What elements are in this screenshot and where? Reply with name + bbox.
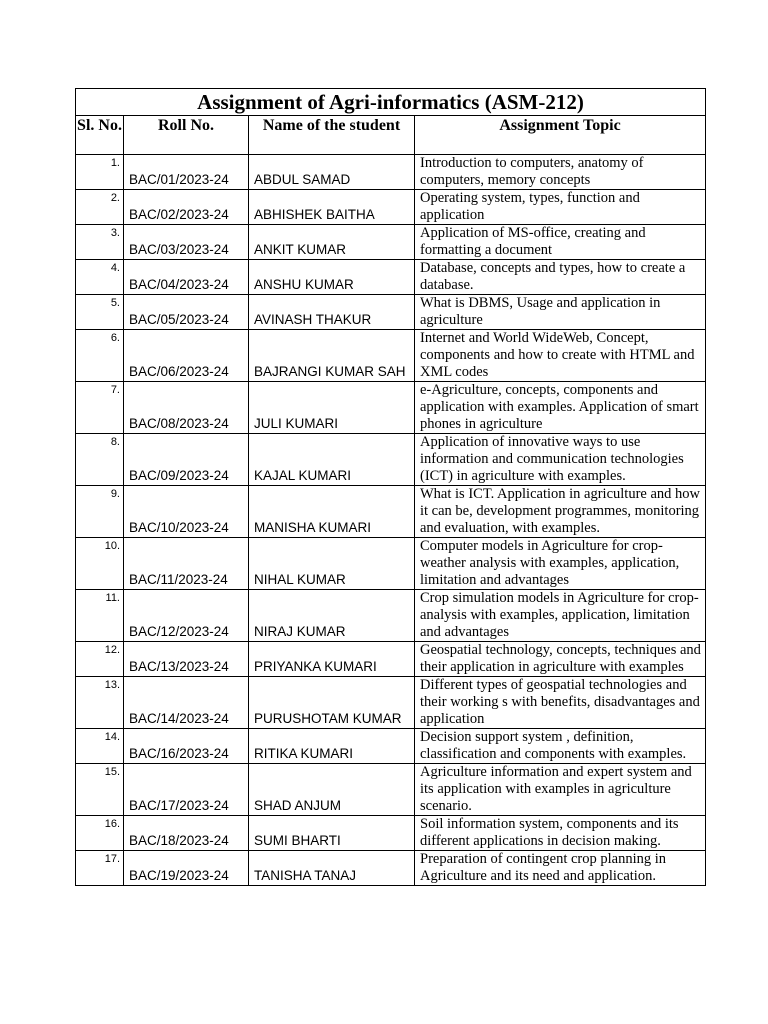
- sl-number-cell: 3.: [76, 225, 124, 260]
- document-title: Assignment of Agri-informatics (ASM-212): [76, 89, 706, 116]
- sl-number-cell: 8.: [76, 434, 124, 486]
- table-row: [76, 225, 706, 260]
- table-row: [76, 155, 706, 190]
- sl-number-cell: 13.: [76, 677, 124, 729]
- student-name-cell: PRIYANKA KUMARI: [249, 642, 415, 677]
- student-name-cell: PURUSHOTAM KUMAR: [249, 677, 415, 729]
- sl-number-cell: 1.: [76, 155, 124, 190]
- roll-number-cell: BAC/03/2023-24: [124, 225, 249, 260]
- assignment-topic-cell: Application of MS-office, creating and formatting a document: [415, 225, 706, 260]
- roll-number-cell: BAC/16/2023-24: [124, 729, 249, 764]
- sl-number-cell: 16.: [76, 816, 124, 851]
- assignment-topic-cell: Operating system, types, function and application: [415, 190, 706, 225]
- assignment-topic-cell: e-Agriculture, concepts, components and application with examples. Application of smart phones in agriculture: [415, 382, 706, 434]
- student-name-cell: ABHISHEK BAITHA: [249, 190, 415, 225]
- header-sl-no: Sl. No.: [76, 116, 124, 155]
- assignment-topic-cell: Internet and World WideWeb, Concept, components and how to create with HTML and XML codes: [415, 330, 706, 382]
- student-name-cell: ANKIT KUMAR: [249, 225, 415, 260]
- roll-number-cell: BAC/10/2023-24: [124, 486, 249, 538]
- roll-number-cell: BAC/19/2023-24: [124, 851, 249, 886]
- student-name-cell: NIRAJ KUMAR: [249, 590, 415, 642]
- assignment-topic-cell: What is DBMS, Usage and application in agriculture: [415, 295, 706, 330]
- header-student-name: Name of the student: [249, 116, 415, 155]
- sl-number-cell: 14.: [76, 729, 124, 764]
- assignment-topic-cell: Crop simulation models in Agriculture for crop- analysis with examples, application, limitation and advantages: [415, 590, 706, 642]
- student-name-cell: KAJAL KUMARI: [249, 434, 415, 486]
- student-name-cell: BAJRANGI KUMAR SAH: [249, 330, 415, 382]
- table-row: [76, 677, 706, 729]
- sl-number-cell: 6.: [76, 330, 124, 382]
- roll-number-cell: BAC/11/2023-24: [124, 538, 249, 590]
- sl-number-cell: 9.: [76, 486, 124, 538]
- student-name-cell: RITIKA KUMARI: [249, 729, 415, 764]
- assignment-topic-cell: Soil information system, components and its different applications in decision making.: [415, 816, 706, 851]
- student-name-cell: NIHAL KUMAR: [249, 538, 415, 590]
- roll-number-cell: BAC/14/2023-24: [124, 677, 249, 729]
- sl-number-cell: 5.: [76, 295, 124, 330]
- sl-number-cell: 2.: [76, 190, 124, 225]
- assignment-topic-cell: Computer models in Agriculture for crop-weather analysis with examples, application, limitation and advantages: [415, 538, 706, 590]
- student-name-cell: ANSHU KUMAR: [249, 260, 415, 295]
- sl-number-cell: 4.: [76, 260, 124, 295]
- table-row: [76, 190, 706, 225]
- student-name-cell: SHAD ANJUM: [249, 764, 415, 816]
- table-row: [76, 764, 706, 816]
- table-row: [76, 434, 706, 486]
- roll-number-cell: BAC/01/2023-24: [124, 155, 249, 190]
- assignment-topic-cell: Database, concepts and types, how to create a database.: [415, 260, 706, 295]
- table-row: [76, 729, 706, 764]
- roll-number-cell: BAC/05/2023-24: [124, 295, 249, 330]
- roll-number-cell: BAC/06/2023-24: [124, 330, 249, 382]
- header-row: [76, 116, 706, 155]
- roll-number-cell: BAC/18/2023-24: [124, 816, 249, 851]
- header-roll-no: Roll No.: [124, 116, 249, 155]
- student-name-cell: MANISHA KUMARI: [249, 486, 415, 538]
- assignment-topic-cell: Application of innovative ways to use information and communication technologies (ICT) in agriculture with examples.: [415, 434, 706, 486]
- student-name-cell: SUMI BHARTI: [249, 816, 415, 851]
- table-row: [76, 538, 706, 590]
- assignment-table: [75, 88, 706, 886]
- student-name-cell: AVINASH THAKUR: [249, 295, 415, 330]
- table-row: [76, 486, 706, 538]
- sl-number-cell: 15.: [76, 764, 124, 816]
- student-name-cell: JULI KUMARI: [249, 382, 415, 434]
- roll-number-cell: BAC/08/2023-24: [124, 382, 249, 434]
- assignment-topic-cell: Preparation of contingent crop planning in Agriculture and its need and application.: [415, 851, 706, 886]
- assignment-topic-cell: Introduction to computers, anatomy of computers, memory concepts: [415, 155, 706, 190]
- sl-number-cell: 17.: [76, 851, 124, 886]
- table-row: [76, 330, 706, 382]
- table-row: [76, 382, 706, 434]
- table-row: [76, 260, 706, 295]
- assignment-topic-cell: What is ICT. Application in agriculture and how it can be, development programmes, monitoring and evaluation, with examples.: [415, 486, 706, 538]
- sl-number-cell: 7.: [76, 382, 124, 434]
- table-row: [76, 642, 706, 677]
- assignment-topic-cell: Different types of geospatial technologies and their working s with benefits, disadvantages and application: [415, 677, 706, 729]
- roll-number-cell: BAC/12/2023-24: [124, 590, 249, 642]
- student-name-cell: ABDUL SAMAD: [249, 155, 415, 190]
- table-row: [76, 590, 706, 642]
- table-row: [76, 816, 706, 851]
- sl-number-cell: 11.: [76, 590, 124, 642]
- sl-number-cell: 10.: [76, 538, 124, 590]
- assignment-topic-cell: Agriculture information and expert system and its application with examples in agriculture scenario.: [415, 764, 706, 816]
- assignment-topic-cell: Decision support system , definition, classification and components with examples.: [415, 729, 706, 764]
- table-row: [76, 295, 706, 330]
- roll-number-cell: BAC/09/2023-24: [124, 434, 249, 486]
- roll-number-cell: BAC/13/2023-24: [124, 642, 249, 677]
- roll-number-cell: BAC/04/2023-24: [124, 260, 249, 295]
- sl-number-cell: 12.: [76, 642, 124, 677]
- header-assignment-topic: Assignment Topic: [415, 116, 706, 155]
- roll-number-cell: BAC/02/2023-24: [124, 190, 249, 225]
- roll-number-cell: BAC/17/2023-24: [124, 764, 249, 816]
- title-row: [76, 89, 706, 116]
- student-name-cell: TANISHA TANAJ: [249, 851, 415, 886]
- table-row: [76, 851, 706, 886]
- assignment-topic-cell: Geospatial technology, concepts, techniques and their application in agriculture with examples: [415, 642, 706, 677]
